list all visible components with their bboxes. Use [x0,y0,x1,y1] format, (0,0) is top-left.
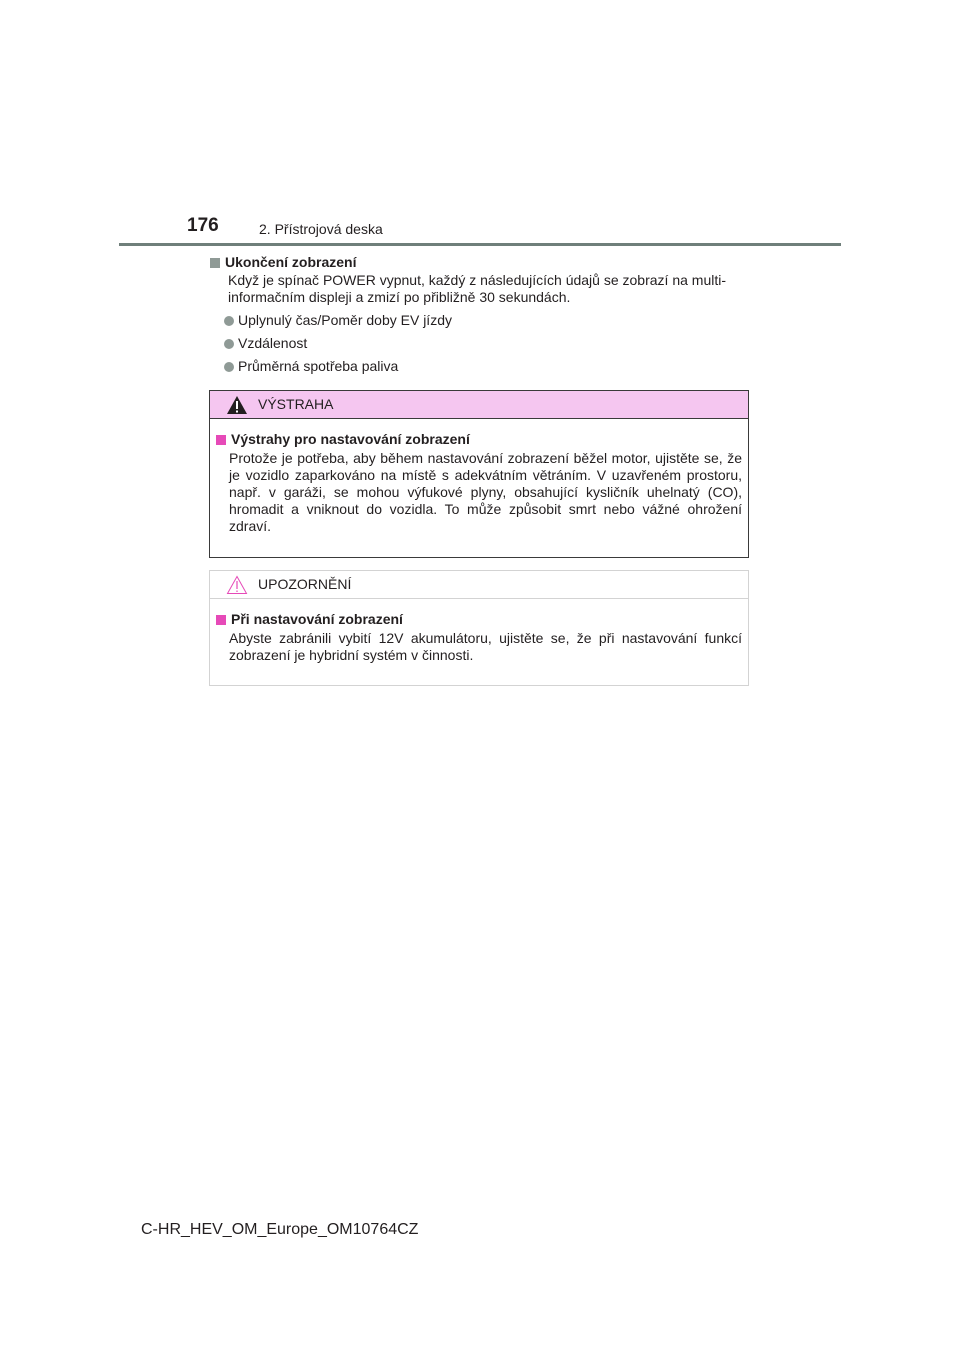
square-bullet-icon [216,435,226,445]
square-bullet-icon [210,258,220,268]
square-bullet-icon [216,615,226,625]
warning-label: VÝSTRAHA [258,396,334,412]
section-display-end [210,254,750,375]
notice-label: UPOZORNĚNÍ [258,576,352,592]
list-item-text: Průměrná spotřeba paliva [238,358,399,374]
warning-body [210,419,748,535]
list-item-text: Uplynulý čas/Poměr doby EV jízdy [238,312,452,328]
notice-box [209,570,749,686]
warning-subheading [216,431,742,448]
warning-title: Výstrahy pro nastavování zobrazení [231,431,470,447]
caution-triangle-icon [226,575,248,595]
header-divider [119,243,841,246]
warning-box [209,390,749,558]
circle-bullet-icon [224,339,234,349]
section-text: Když je spínač POWER vypnut, každý z následujících údajů se zobrazí na multi-informačním displeji a zmizí po přibližně 30 sekundách. [228,272,727,305]
footer-document-code: C-HR_HEV_OM_Europe_OM10764CZ [141,1221,419,1238]
notice-text: Abyste zabránili vybití 12V akumulátoru, ujistěte se, že při nastavování funkcí zobrazení je hybridní systém v činnosti. [229,630,742,663]
list-item-text: Vzdálenost [238,335,308,351]
chapter-title: 2. Přístrojová deska [259,221,383,237]
list-item [224,312,750,329]
warning-triangle-icon [226,395,248,415]
circle-bullet-icon [224,316,234,326]
list-item [224,335,750,352]
notice-body [210,599,748,664]
page-number: 176 [187,215,219,236]
warning-text: Protože je potřeba, aby během nastavování zobrazení běžel motor, ujistěte se, že je vozidlo zaparkováno na místě s adekvátním větráním. V uzavřeném prostoru, např. v garáži, se mohou výfukové plyny, obsahující kysličník uhelnatý (CO), hromadit a vniknout do vozidla. To může způsobit smrt nebo vážné ohrožení zdraví. [229,450,742,534]
section-title: Ukončení zobrazení [225,254,357,270]
notice-header [210,571,748,599]
circle-bullet-icon [224,362,234,372]
notice-subheading [216,611,742,628]
notice-title: Při nastavování zobrazení [231,611,403,627]
list-item [224,358,750,375]
warning-header [210,391,748,419]
section-heading [210,254,750,271]
